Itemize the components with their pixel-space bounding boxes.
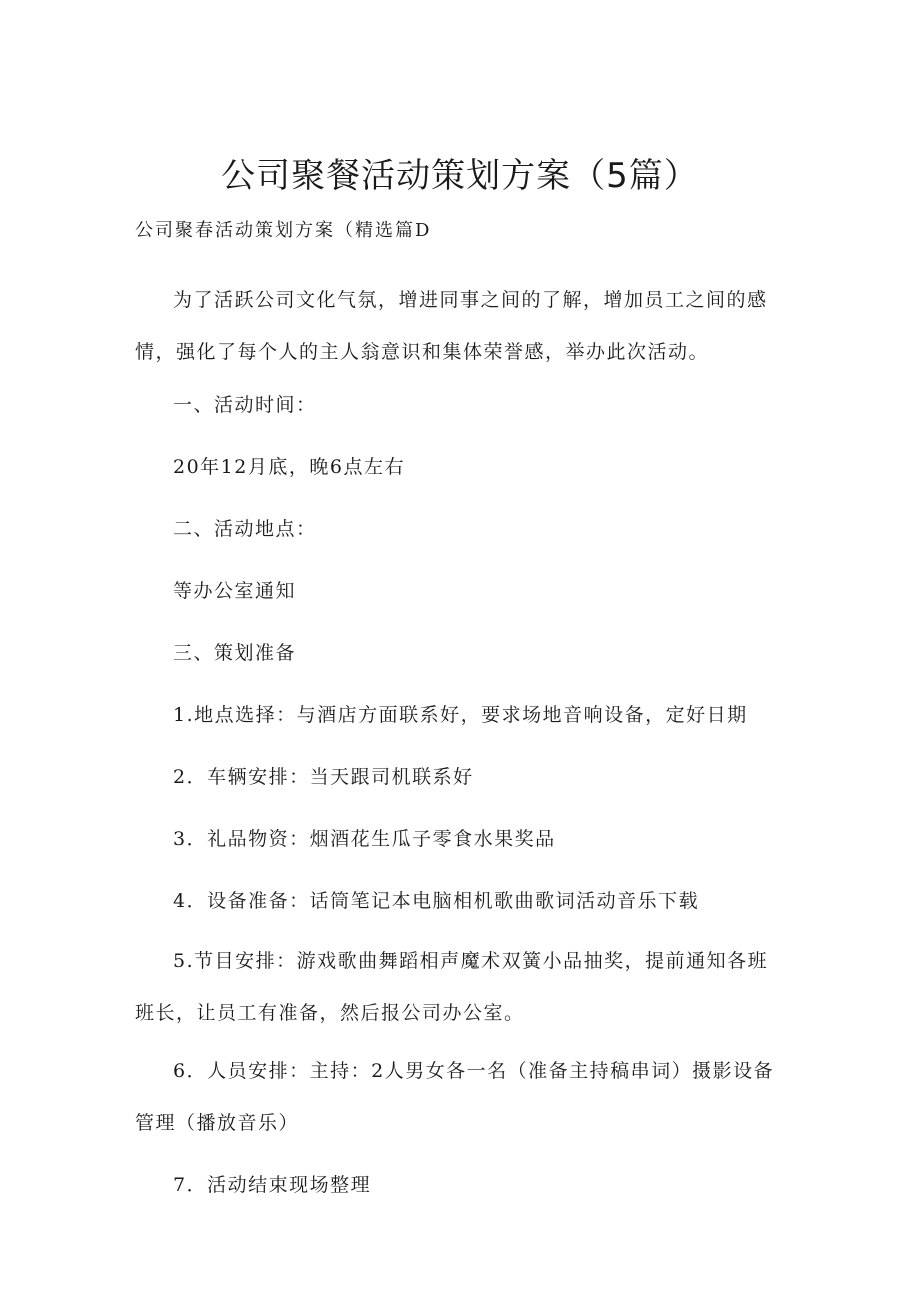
list-item-venue: 1.地点选择：与酒店方面联系好，要求场地音响设备，定好日期: [173, 704, 748, 726]
section-heading-location: 二、活动地点：: [173, 518, 317, 540]
list-item-vehicles: 2．车辆安排：当天跟司机联系好: [173, 766, 474, 788]
document-title: 公司聚餐活动策划方案（5篇）: [221, 156, 699, 196]
section-value-location: 等办公室通知: [173, 580, 297, 602]
list-item-equipment: 4．设备准备：话筒笔记本电脑相机歌曲歌词活动音乐下载: [173, 890, 700, 912]
list-item-program: 5.节目安排：游戏歌曲舞蹈相声魔术双簧小品抽奖，提前通知各班班长，让员工有准备，然后报公司办公室。: [135, 950, 769, 1024]
section-heading-preparation: 三、策划准备: [173, 642, 297, 664]
list-item-gifts: 3．礼品物资：烟酒花生瓜子零食水果奖品: [173, 828, 556, 850]
list-item-staff: 6．人员安排：主持：2人男女各一名（准备主持稿串词）摄影设备管理（播放音乐）: [135, 1060, 775, 1134]
section-heading-time: 一、活动时间：: [173, 394, 317, 416]
section-value-time: 20年12月底，晚6点左右: [173, 456, 405, 478]
list-item-cleanup: 7．活动结束现场整理: [173, 1174, 372, 1196]
intro-paragraph: 为了活跃公司文化气氛，增进同事之间的了解，增加员工之间的感情，强化了每个人的主人翁意识和集体荣誉感，举办此次活动。: [135, 289, 768, 363]
document-subtitle: 公司聚春活动策划方案（精选篇D: [135, 220, 432, 241]
